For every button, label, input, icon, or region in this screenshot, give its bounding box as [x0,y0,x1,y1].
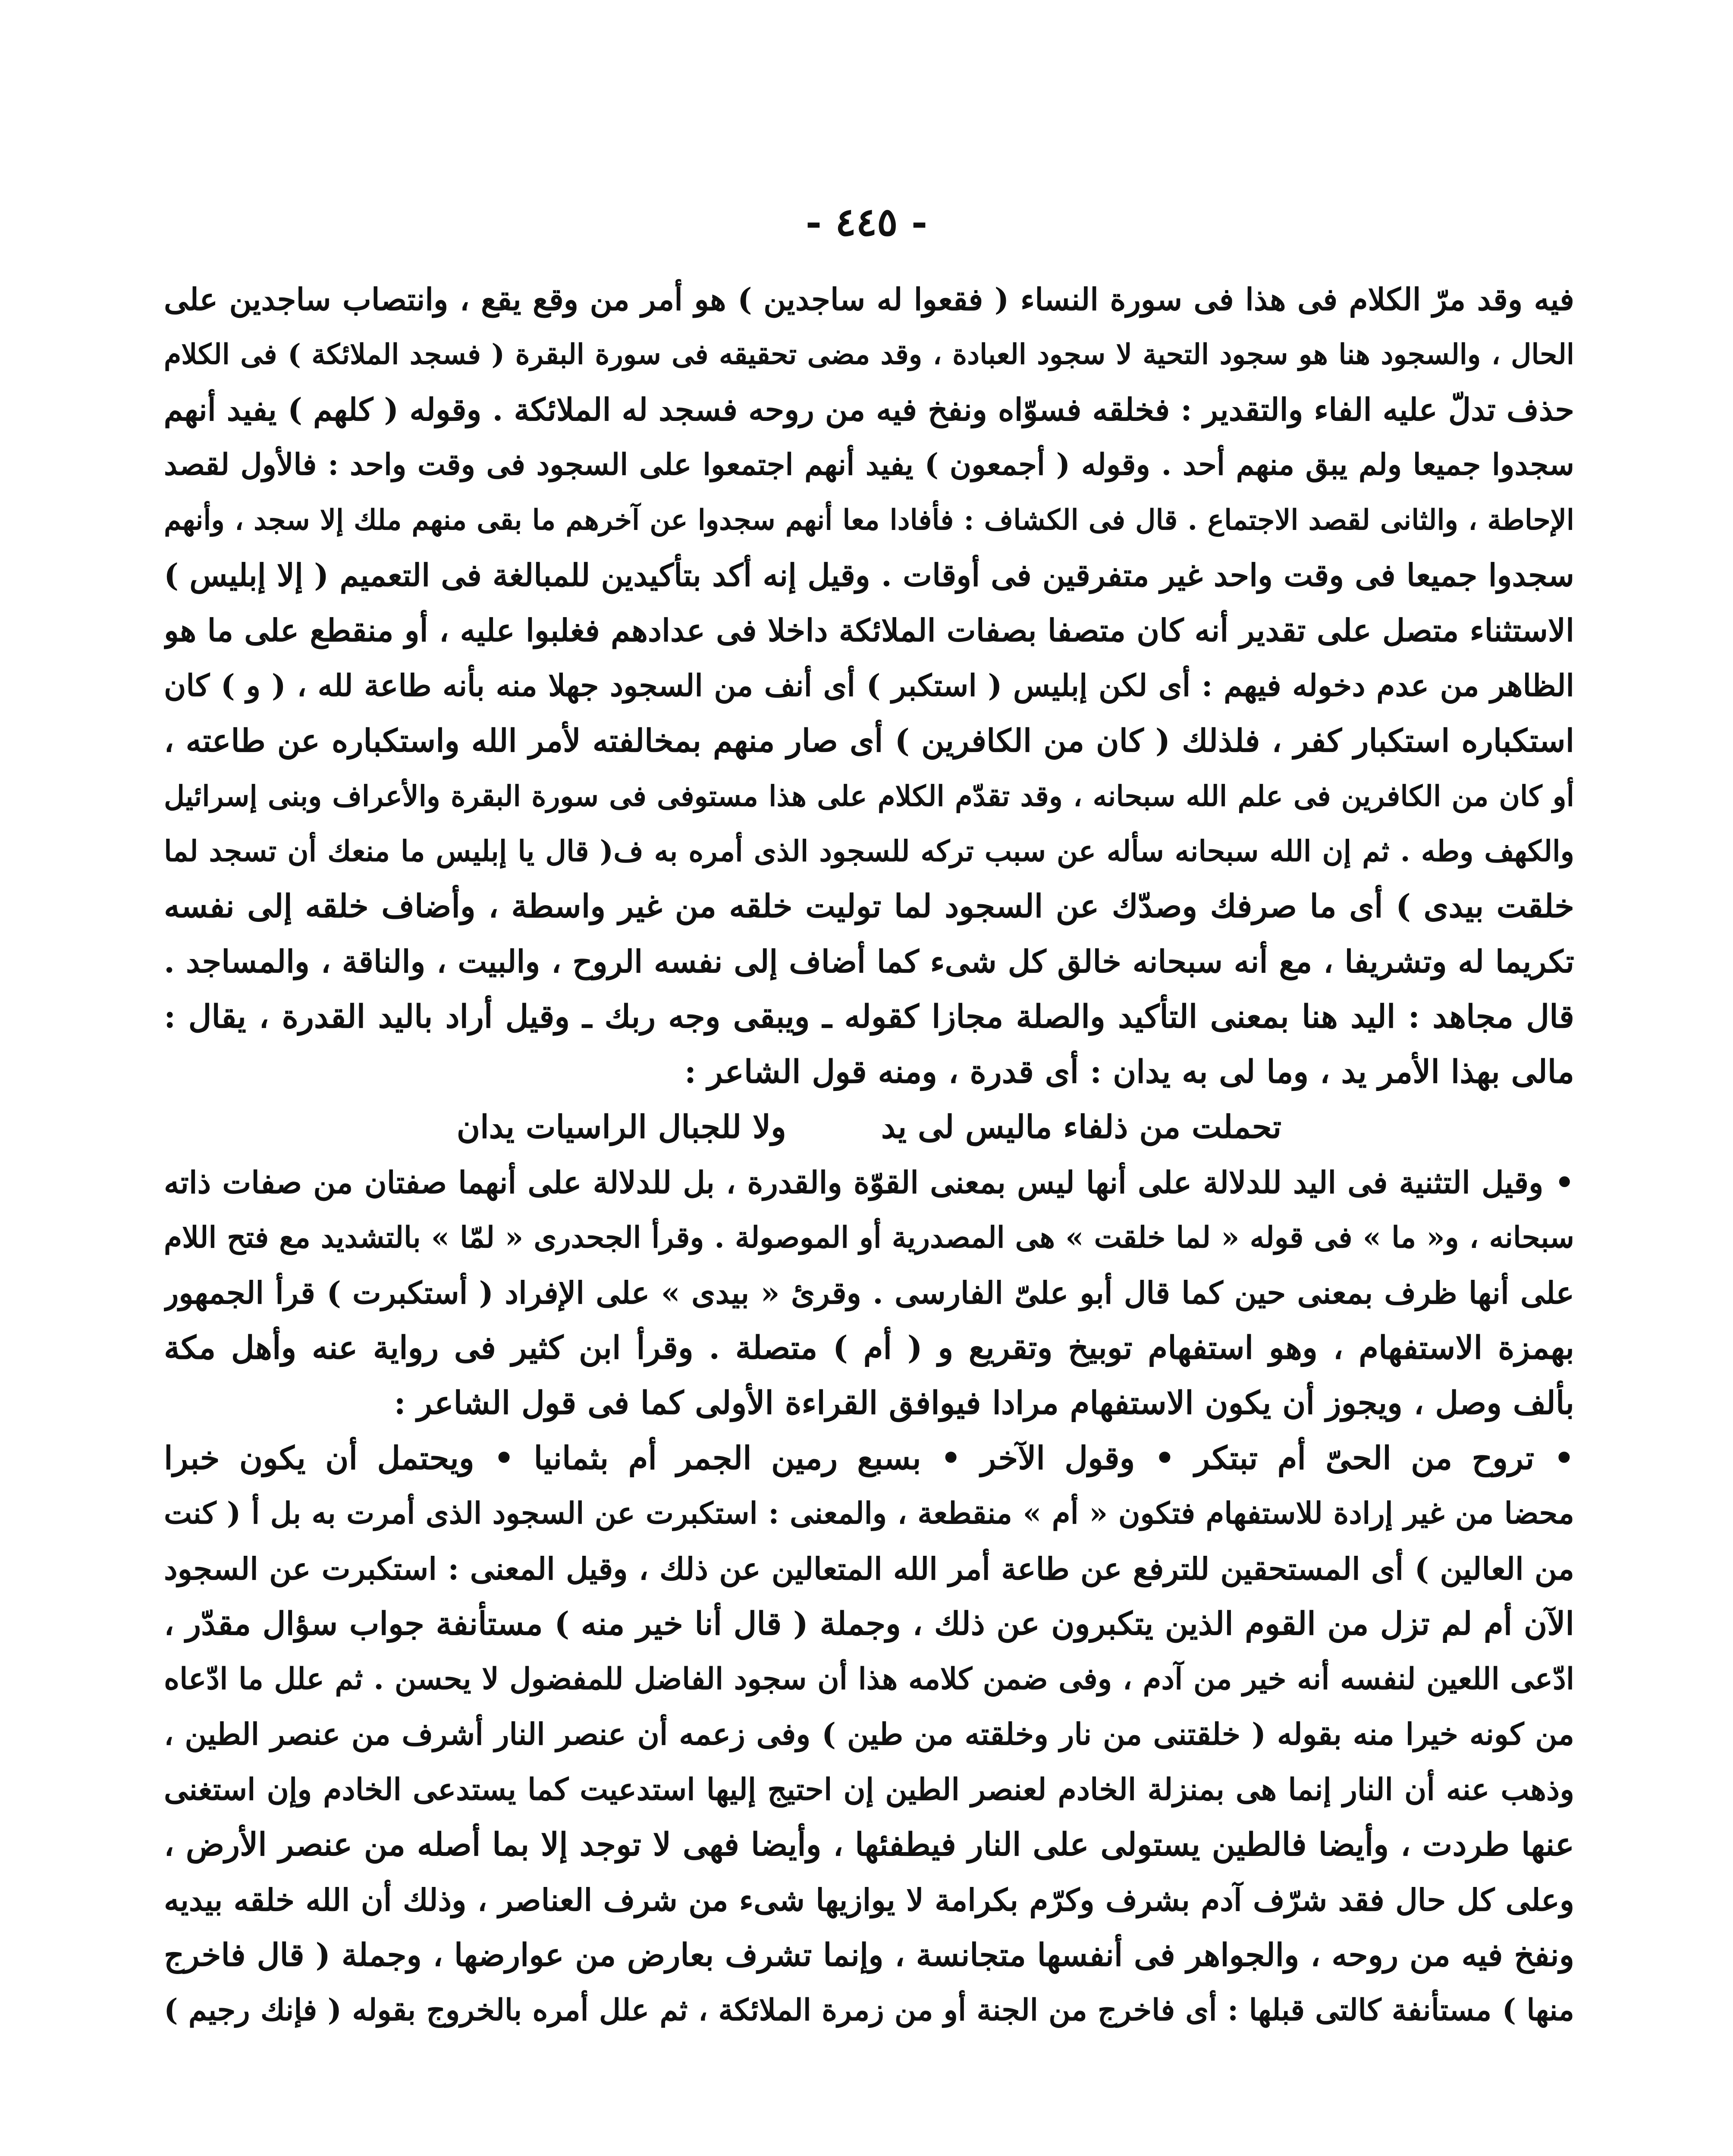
verse-first-hemistich: تحملت من ذلفاء ماليس لى يد [881,1109,1282,1146]
text-line: الظاهر من عدم دخوله فيهم : أى لكن إبليس ( استكبر ) أى أنف من السجود جهلا منه بأنه طاعة لله ، ( و ) كان [164,667,1574,703]
text-line: على أنها ظرف بمعنى حين كما قال أبو علىّ الفارسى . وقرئ « بيدى » على الإفراد ( أستكبرت ) قرأ الجمهور [164,1275,1574,1311]
text-line: استكباره استكبار كفر ، فلذلك ( كان من الكافرين ) أى صار منهم بمخالفته لأمر الله واستكباره عن طاعته ، [164,722,1574,759]
text-line: سجدوا جميعا فى وقت واحد غير متفرقين فى أوقات . وقيل إنه أكد بتأكيدين للمبالغة فى التعميم ( إلا إبليس ) [164,557,1574,593]
text-line: سجدوا جميعا ولم يبق منهم أحد . وقوله ( أجمعون ) يفيد أنهم اجتمعوا على السجود فى وقت واحد : فالأول لقصد [164,447,1574,482]
text-line: الحال ، والسجود هنا هو سجود التحية لا سجود العبادة ، وقد مضى تحقيقه فى سورة البقرة ( فسجد الملائكة ) فى الكلام [164,338,1574,371]
text-line: الآن أم لم تزل من القوم الذين يتكبرون عن ذلك ، وجملة ( قال أنا خير منه ) مستأنفة جواب سؤال مقدّر ، [164,1605,1574,1642]
text-line: وذهب عنه أن النار إنما هى بمنزلة الخادم لعنصر الطين إن احتيج إليها استدعيت كما يستدعى الخادم وإن استغنى [164,1771,1574,1807]
text-line: سبحانه ، و« ما » فى قوله « لما خلقت » هى المصدرية أو الموصولة . وقرأ الجحدرى « لمّا » بالتشديد مع فتح اللام [164,1220,1574,1255]
text-line: بهمزة الاستفهام ، وهو استفهام توبيخ وتقريع و ( أم ) متصلة . وقرأ ابن كثير فى رواية عنه وأهل مكة [164,1329,1574,1366]
text-line: الاستثناء متصل على تقدير أنه كان متصفا بصفات الملائكة داخلا فى عدادهم فغلبوا عليه ، أو منقطع على ما هو [164,612,1574,649]
text-line: وعلى كل حال فقد شرّف آدم بشرف وكرّم بكرامة لا يوازيها شىء من شرف العناصر ، وذلك أن الله خلقه بيديه [164,1882,1574,1918]
text-line: • وقيل التثنية فى اليد للدلالة على أنها ليس بمعنى القوّة والقدرة ، بل للدلالة على أنهما صفتان من صفات ذاته [164,1164,1574,1200]
text-line: من العالين ) أى المستحقين للترفع عن طاعة أمر الله المتعالين عن ذلك ، وقيل المعنى : استكبرت عن السجود [164,1551,1574,1587]
text-line: الإحاطة ، والثانى لقصد الاجتماع . قال فى الكشاف : فأفادا معا أنهم سجدوا عن آخرهم ما بقى منهم ملك إلا سجد ، وأنهم [164,504,1574,536]
text-line: والكهف وطه . ثم إن الله سبحانه سأله عن سبب تركه للسجود الذى أمره به ف( قال يا إبليس ما منعك أن تسجد لما [164,834,1574,868]
text-line: • تروح من الحىّ أم تبتكر • وقول الآخر • بسبع رمين الجمر أم بثمانيا • ويحتمل أن يكون خبرا [164,1440,1574,1477]
verse-second-hemistich: ولا للجبال الراسيات يدان [456,1109,786,1146]
text-line: من كونه خيرا منه بقوله ( خلقتنى من نار وخلقته من طين ) وفى زعمه أن عنصر النار أشرف من عنصر الطين ، [164,1716,1574,1752]
text-line: بألف وصل ، ويجوز أن يكون الاستفهام مرادا فيوافق القراءة الأولى كما فى قول الشاعر : [394,1385,1574,1422]
text-line: أو كان من الكافرين فى علم الله سبحانه ، وقد تقدّم الكلام على هذا مستوفى فى سورة البقرة والأعراف وبنى إسرائيل [164,779,1574,813]
page-number: - ٤٤٥ - [805,199,928,245]
text-line: حذف تدلّ عليه الفاء والتقدير : فخلقه فسوّاه ونفخ فيه من روحه فسجد له الملائكة . وقوله ( كلهم ) يفيد أنهم [164,391,1574,428]
text-line: ادّعى اللعين لنفسه أنه خير من آدم ، وفى ضمن كلامه هذا أن سجود الفاضل للمفضول لا يحسن . ثم علل ما ادّعاه [164,1661,1574,1696]
text-line: قال مجاهد : اليد هنا بمعنى التأكيد والصلة مجازا كقوله ـ ويبقى وجه ربك ـ وقيل أراد باليد القدرة ، يقال : [164,998,1574,1035]
text-line: فيه وقد مرّ الكلام فى هذا فى سورة النساء ( فقعوا له ساجدين ) هو أمر من وقع يقع ، وانتصاب ساجدين على [164,281,1574,317]
poetry-verse [164,1100,1574,1155]
text-line: مالى بهذا الأمر يد ، وما لى به يدان : أى قدرة ، ومنه قول الشاعر : [684,1053,1574,1091]
text-line: خلقت بيدى ) أى ما صرفك وصدّك عن السجود لما توليت خلقه من غير واسطة ، وأضاف خلقه إلى نفسه [164,888,1574,925]
text-line: ونفخ فيه من روحه ، والجواهر فى أنفسها متجانسة ، وإنما تشرف بعارض من عوارضها ، وجملة ( قال فاخرج [164,1937,1574,1974]
text-line: محضا من غير إرادة للاستفهام فتكون « أم » منقطعة ، والمعنى : استكبرت عن السجود الذى أمرت به بل أ ( كنت [164,1496,1574,1531]
text-line: منها ) مستأنفة كالتى قبلها : أى فاخرج من الجنة أو من زمرة الملائكة ، ثم علل أمره بالخروج بقوله ( فإنك رجيم ) [164,1993,1574,2028]
body-text [164,272,1574,2038]
text-line: عنها طردت ، وأيضا فالطين يستولى على النار فيطفئها ، وأيضا فهى لا توجد إلا بما أصله من عنصر الأرض ، [164,1826,1574,1863]
text-line: تكريما له وتشريفا ، مع أنه سبحانه خالق كل شىء كما أضاف إلى نفسه الروح ، والبيت ، والناقة ، والمساجد . [164,943,1574,980]
